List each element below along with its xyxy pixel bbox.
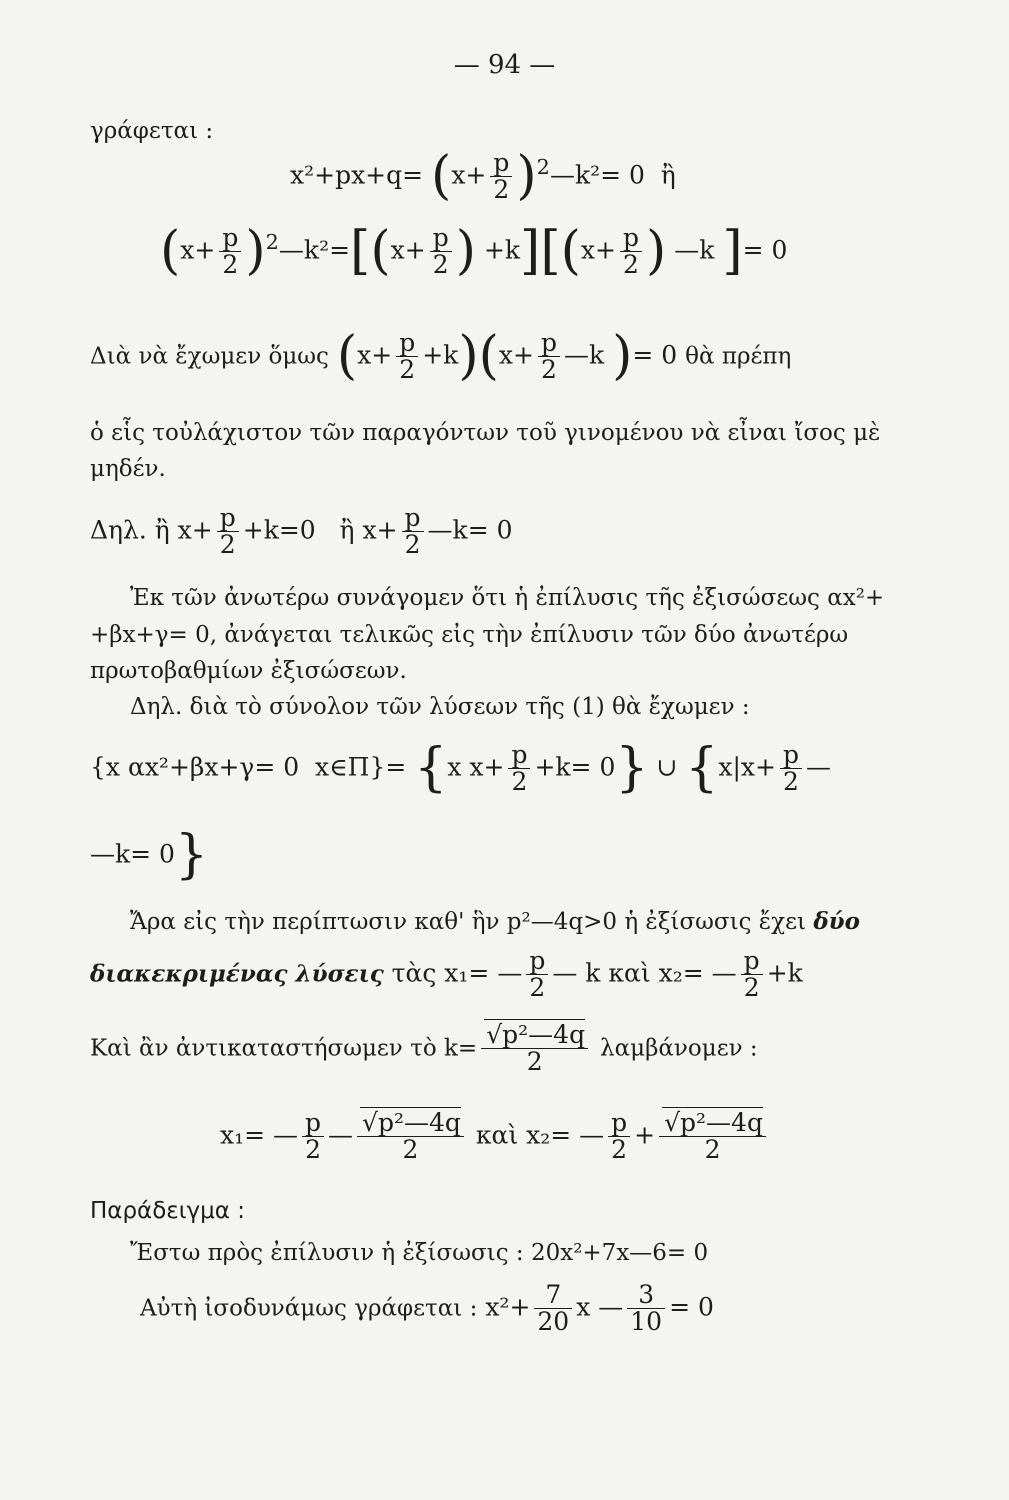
- text-segment: Αὐτὴ ἰσοδυνάμως γράφεται :: [140, 1295, 478, 1322]
- equation-9: x₁= — $\frac{p}{2}$ — $\frac{\text{√p²—4q}}{2}$ καὶ x₂= — $\frac{p}{2}$ + $\frac{\text{√p²—4q}}{2}$: [220, 1110, 770, 1164]
- text-line: Ἔστω πρὸς ἐπίλυσιν ἡ ἐξίσωσις : 20x²+7x—6= 0: [130, 1240, 709, 1266]
- text-line: Ἐκ τῶν ἀνωτέρω συνάγομεν ὅτι ἡ ἐπίλυσις τῆς ἐξισώσεως αx²+: [130, 585, 885, 611]
- equation-1: x²+px+q= (x+ $\frac{p}{2}$ )$^2$—k²= 0 ἢ: [290, 145, 676, 206]
- text-line: πρωτοβαθμίων ἐξισώσεων.: [90, 658, 407, 684]
- text-line: +βx+γ= 0, ἀνάγεται τελικῶς εἰς τὴν ἐπίλυσιν τῶν δύο ἀνωτέρω: [90, 622, 849, 648]
- equation-10-line: Αὐτὴ ἰσοδυνάμως γράφεται : x²+ $\frac{7}{20}$ x — $\frac{3}{10}$ = 0: [140, 1280, 714, 1337]
- equation-7-line: διακεκριμένας λύσεις τὰς x₁= — $\frac{p}{2}$ — k καὶ x₂= — $\frac{p}{2}$ +k: [90, 946, 803, 1003]
- text-segment: δύο: [813, 908, 860, 935]
- text-line: [130, 908, 860, 935]
- equation-2: (x+ $\frac{p}{2}$ )$^2$—k²=[(x+ $\frac{p}{2}$ ) +k][(x+ $\frac{p}{2}$ ) —k ]= 0: [160, 220, 788, 281]
- text-line: γράφεται :: [90, 118, 214, 144]
- equation-5: {x αx²+βx+γ= 0 x∈Π}= {x x+ $\frac{p}{2}$ +k= 0} ∪ {x|x+ $\frac{p}{2}$ —: [90, 737, 831, 798]
- equation-6: —k= 0}: [90, 825, 209, 885]
- text-segment: Ἄρα εἰς τὴν περίπτωσιν καθ' ἣν p²—4q>0 ἡ ἐξίσωσις ἔχει: [130, 909, 807, 935]
- text-line: ὁ εἷς τοὐλάχιστον τῶν παραγόντων τοῦ γινομένου νὰ εἶναι ἴσος μὲ: [90, 420, 881, 446]
- text-segment: Διὰ νὰ ἔχωμεν ὅμως: [90, 343, 329, 370]
- section-heading: Παράδειγμα :: [90, 1198, 245, 1224]
- equation-3-line: Διὰ νὰ ἔχωμεν ὅμως (x+ $\frac{p}{2}$ +k)(x+ $\frac{p}{2}$ —k )= 0 θὰ πρέπη: [90, 325, 792, 386]
- text-segment: θὰ πρέπη: [685, 343, 792, 370]
- text-line: μηδέν.: [90, 456, 166, 482]
- page-number: — 94 —: [453, 50, 556, 80]
- text-segment: διακεκριμένας λύσεις: [90, 960, 384, 988]
- text-line: Δηλ. διὰ τὸ σύνολον τῶν λύσεων τῆς (1) θὰ ἔχωμεν :: [130, 694, 750, 720]
- text-segment: Καὶ ἂν ἀντικαταστήσωμεν τὸ k=: [90, 1035, 478, 1062]
- equation-8-line: Καὶ ἂν ἀντικαταστήσωμεν τὸ k= $\frac{\text{√p²—4q}}{2}$ λαμβάνομεν :: [90, 1020, 758, 1077]
- text-segment: λαμβάνομεν :: [600, 1035, 758, 1062]
- equation-4: Δηλ. ἢ x+ $\frac{p}{2}$ +k=0 ἢ x+ $\frac{p}{2}$ —k= 0: [90, 503, 513, 560]
